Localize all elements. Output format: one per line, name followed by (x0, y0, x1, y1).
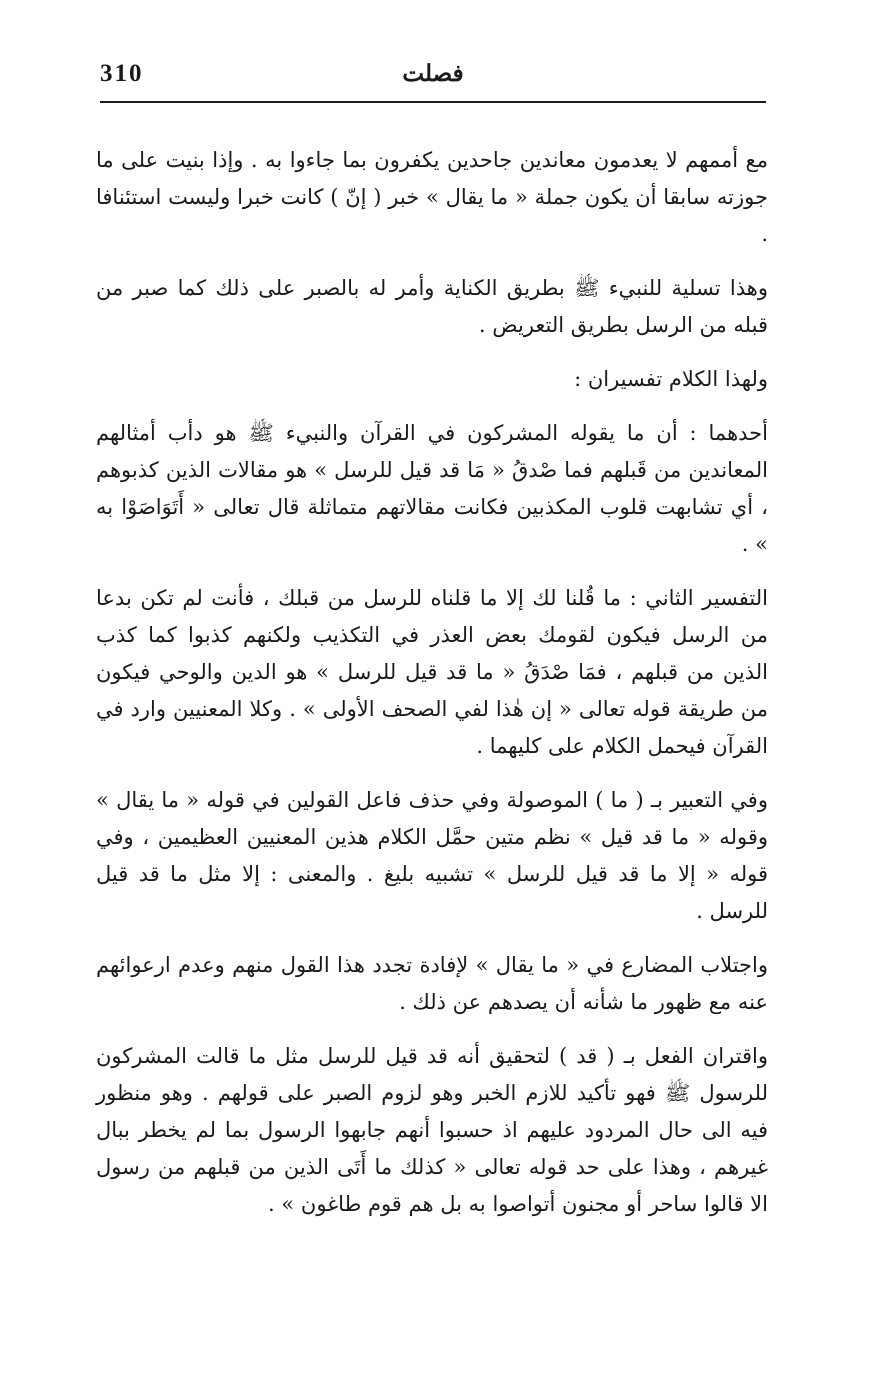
page-number: 310 (100, 60, 144, 87)
header-rule (100, 101, 766, 103)
page-header (100, 60, 766, 100)
paragraph-4: أحدهما : أن ما يقوله المشركون في القرآن والنبيء ﷺ هو دأب أمثالهم المعاندين من قَبلهم فما صْدقُ « مَا قد قيل للرسل » هو مقالات الذين كذبوهم ، أي تشابهت قلوب المكذبين فكانت مقالاتهم متماثلة قال تعالى « أَتَوَاصَوْا به » . (96, 421, 768, 556)
paragraph-7: واجتلاب المضارع في « ما يقال » لإفادة تجدد هذا القول منهم وعدم ارعوائهم عنه مع ظهور ما شأنه أن يصدهم عن ذلك . (96, 953, 768, 1014)
paragraph-2: وهذا تسلية للنبيء ﷺ بطريق الكناية وأمر له بالصبر على ذلك كما صبر من قبله من الرسل بطريق التعريض . (96, 276, 768, 337)
body-text (96, 142, 768, 1223)
paragraph-3: ولهذا الكلام تفسيران : (574, 367, 768, 391)
paragraph-5: التفسير الثاني : ما قُلنا لك إلا ما قلناه للرسل من قبلك ، فأنت لم تكن بدعا من الرسل فيكون لقومك بعض العذر في التكذيب ولكنهم كذبوا كما كذب الذين من قبلهم ، فمَا صْدَقُ « ما قد قيل للرسل » هو الدين والوحي فيكون من طريقة قوله تعالى « إن هٰذا لفي الصحف الأولى » . وكلا المعنيين وارد في القرآن فيحمل الكلام على كليهما . (96, 586, 768, 758)
paragraph-1: مع أممهم لا يعدمون معاندين جاحدين يكفرون بما جاءوا به . وإذا بنيت على ما جوزته سابقا أن يكون جملة « ما يقال » خبر ( إنّ ) كانت خبرا وليست استئنافا . (96, 148, 768, 246)
paragraph-8: واقتران الفعل بـ ( قد ) لتحقيق أنه قد قيل للرسل مثل ما قالت المشركون للرسول ﷺ فهو تأكيد للازم الخبر وهو لزوم الصبر على قولهم . وهو منظور فيه الى حال المردود عليهم اذ حسبوا أنهم جابهوا الرسول بما لم يخطر ببال غيرهم ، وهذا على حد قوله تعالى « كذلك ما أَتَى الذين من قبلهم من رسول الا قالوا ساحر أو مجنون أتواصوا به بل هم قوم طاغون » . (96, 1044, 768, 1216)
running-title: فصلت (402, 60, 464, 87)
paragraph-6: وفي التعبير بـ ( ما ) الموصولة وفي حذف فاعل القولين في قوله « ما يقال » وقوله « ما قد قيل » نظم متين حمَّل الكلام هذين المعنيين العظيمين ، وفي قوله « إلا ما قد قيل للرسل » تشبيه بليغ . والمعنى : إلا مثل ما قد قيل للرسل . (96, 788, 768, 923)
